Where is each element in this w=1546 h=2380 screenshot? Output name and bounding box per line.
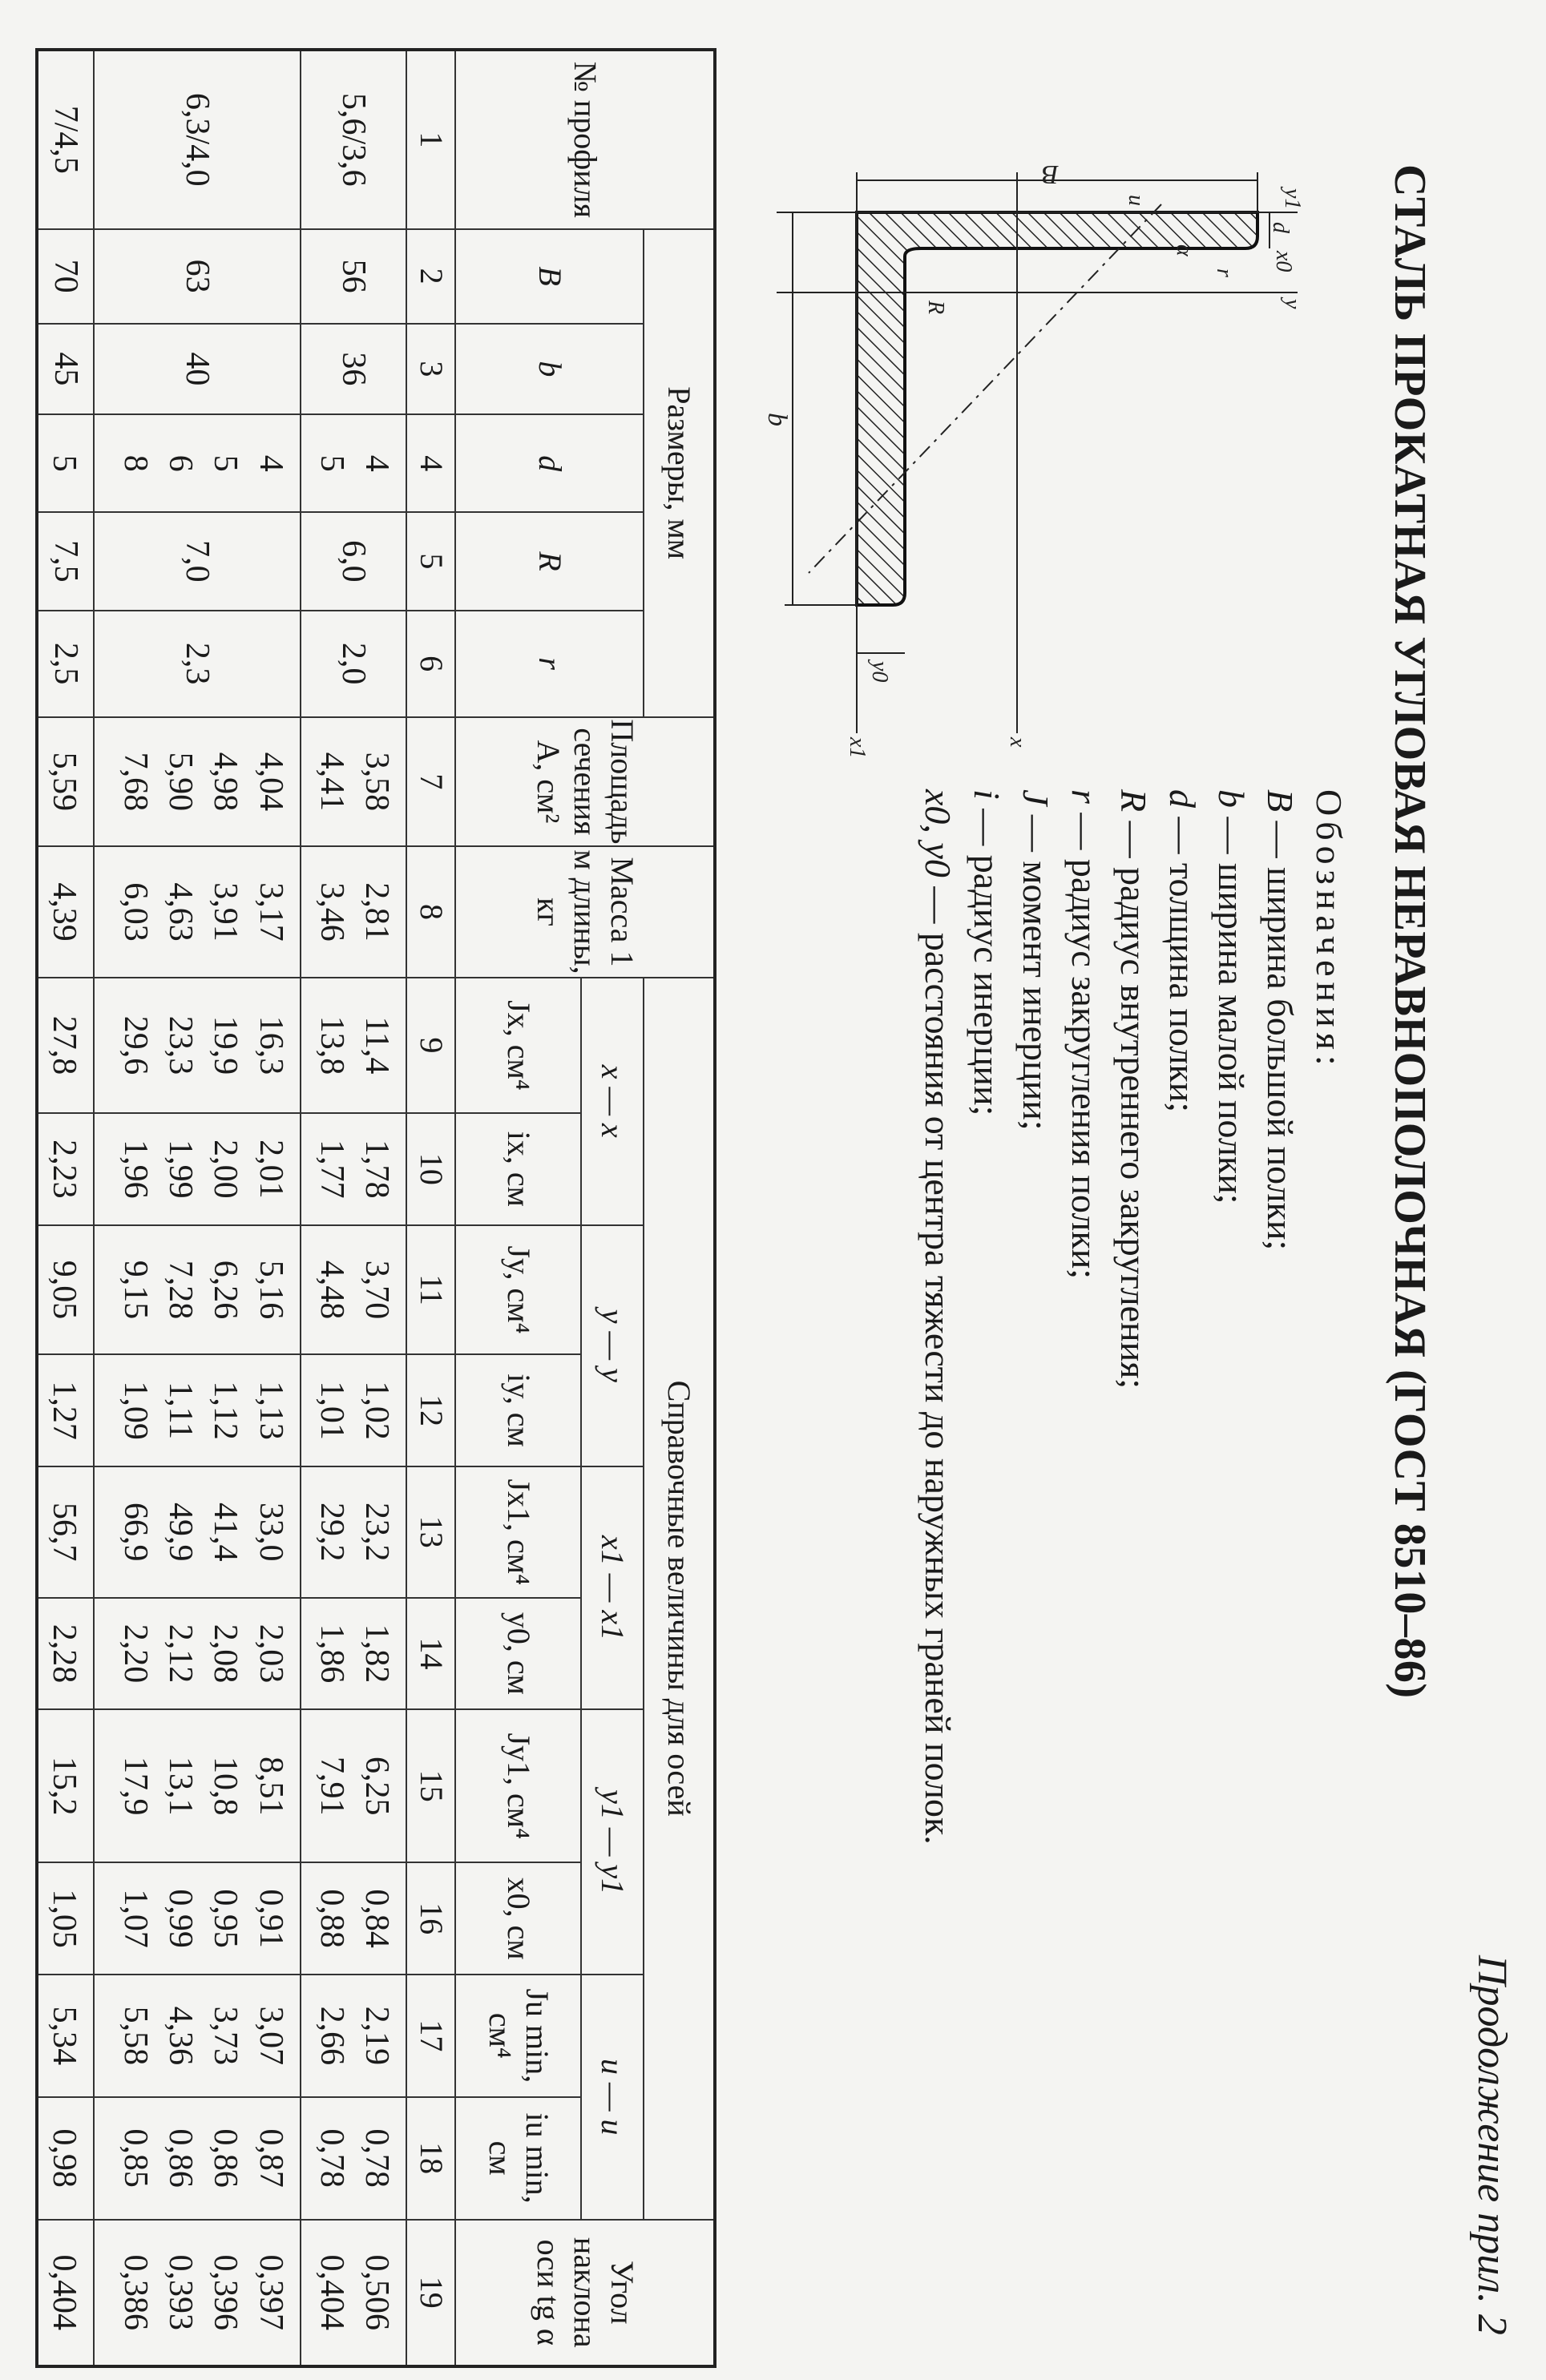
cell-ix [94, 1113, 301, 1225]
column-number: 13 [406, 1466, 455, 1598]
cell-value: 10,8 [207, 1757, 244, 1816]
cell-value: 4,63 [162, 882, 200, 942]
table-row [301, 50, 406, 2366]
cell-Jx [37, 978, 94, 1113]
diagram-label-x0: x0 [1271, 251, 1296, 272]
column-number: 17 [406, 1975, 455, 2097]
cell-Jy1 [37, 1709, 94, 1862]
cell-value: 4,48 [313, 1260, 350, 1320]
header-axis-yy: y — y [581, 1225, 644, 1466]
column-number: 5 [406, 512, 455, 610]
cell-profile: 5,6/3,6 [301, 50, 406, 229]
cell-value: 0,397 [252, 2254, 289, 2331]
header-B: B [455, 229, 643, 324]
cell-value: 0,85 [116, 2128, 154, 2188]
cell-value: 8,51 [252, 1757, 289, 1816]
diagram-label-y1: y1 [1280, 188, 1305, 210]
steel-properties-table [35, 48, 716, 2368]
cell-value: 2,23 [45, 1140, 83, 1199]
cell-value: 4 [252, 454, 289, 472]
cell-value: 0,88 [313, 1889, 350, 1948]
cell-Jx [94, 978, 301, 1113]
legend-item: B — ширина большой полки; [1260, 789, 1301, 1251]
cell-value: 17,9 [116, 1757, 154, 1816]
cell-value: 5 [207, 454, 244, 472]
cell-value: 2,00 [207, 1140, 244, 1199]
header-R: R [455, 512, 643, 610]
cell-x0 [37, 1862, 94, 1975]
cell-value: 2,08 [207, 1624, 244, 1684]
cell-value: 5 [313, 454, 350, 472]
diagram-label-y: y [1280, 299, 1305, 309]
cell-value: 27,8 [45, 1015, 83, 1075]
header-area: Площадь сечения A, см² [455, 717, 715, 847]
legend-item: R — радиус внутреннего закругления; [1113, 789, 1154, 1390]
column-number: 18 [406, 2097, 455, 2220]
cell-value: 9,05 [45, 1260, 83, 1320]
legend-item: i — радиус инерции; [967, 789, 1007, 1116]
column-number: 14 [406, 1598, 455, 1710]
header-iy: iy, см [455, 1354, 580, 1466]
cell-value: 1,27 [45, 1381, 83, 1440]
cell-value: 2,03 [252, 1624, 289, 1684]
cell-value: 5 [45, 454, 83, 472]
cell-value: 8 [116, 454, 154, 472]
legend-item: b — ширина малой полки; [1211, 789, 1252, 1204]
cell-value: 1,96 [116, 1140, 154, 1199]
cell-mass [94, 846, 301, 978]
cell-value: 5,59 [45, 752, 83, 812]
cell-d [301, 414, 406, 512]
header-axis-uu: u — u [581, 1975, 644, 2220]
table-row [94, 50, 301, 2366]
cell-value: 6,25 [358, 1757, 396, 1816]
cell-tga [37, 2220, 94, 2366]
column-number-row [406, 50, 455, 2366]
header-b: b [455, 324, 643, 415]
cell-value: 0,86 [207, 2128, 244, 2188]
cell-value: 3,58 [358, 752, 396, 812]
column-number: 19 [406, 2220, 455, 2366]
cell-value: 56,7 [45, 1503, 83, 1562]
cell-value: 3,73 [207, 2006, 244, 2066]
header-Jy1: Jy1, см⁴ [455, 1709, 580, 1862]
cell-Jy [94, 1225, 301, 1355]
diagram-label-b: b [762, 413, 792, 426]
cell-value: 3,91 [207, 882, 244, 942]
column-number: 7 [406, 717, 455, 847]
cell-mass [37, 846, 94, 978]
cell-value: 2,01 [252, 1140, 289, 1199]
header-d: d [455, 414, 643, 512]
cell-value: 0,78 [313, 2128, 350, 2188]
cell-R: 7,0 [94, 512, 301, 610]
cell-value: 13,8 [313, 1015, 350, 1075]
cell-value: 29,6 [116, 1015, 154, 1075]
cell-R: 6,0 [301, 512, 406, 610]
cell-value: 5,16 [252, 1260, 289, 1320]
cell-Jy1 [94, 1709, 301, 1862]
cell-value: 0,393 [162, 2254, 200, 2331]
cell-iumin [301, 2097, 406, 2220]
cell-value: 13,1 [162, 1757, 200, 1816]
header-reference: Справочные величины для осей [644, 978, 715, 2220]
header-mass: Масса 1 м длины, кг [455, 846, 715, 978]
cell-value: 1,99 [162, 1140, 200, 1199]
cell-R: 7,5 [37, 512, 94, 610]
legend-item: x0, y0 — расстояния от центра тяжести до наружных граней полок. [918, 789, 959, 1845]
column-number: 9 [406, 978, 455, 1113]
diagram-label-r: r [1212, 268, 1237, 277]
cell-value: 4,98 [207, 752, 244, 812]
cell-profile: 6,3/4,0 [94, 50, 301, 229]
diagram-label-u: u [1124, 195, 1148, 206]
diagram-label-B: B [1042, 159, 1059, 189]
cell-b: 36 [301, 324, 406, 415]
cell-value: 5,58 [116, 2006, 154, 2066]
cell-value: 2,81 [358, 882, 396, 942]
header-iumin: iu min, см [455, 2097, 580, 2220]
cell-iy [37, 1354, 94, 1466]
cell-B: 70 [37, 229, 94, 324]
header-Jx: Jx, см⁴ [455, 978, 580, 1113]
cell-Jy [301, 1225, 406, 1355]
cell-value: 0,404 [313, 2254, 350, 2331]
cell-iumin [37, 2097, 94, 2220]
cell-d [94, 414, 301, 512]
cell-b: 45 [37, 324, 94, 415]
cell-value: 2,28 [45, 1624, 83, 1684]
header-angle: Угол наклона оси tg α [455, 2220, 715, 2366]
cell-value: 1,12 [207, 1381, 244, 1440]
cell-y0 [37, 1598, 94, 1710]
cell-Jumin [37, 1975, 94, 2097]
cell-value: 19,9 [207, 1015, 244, 1075]
column-number: 10 [406, 1113, 455, 1225]
cell-B: 56 [301, 229, 406, 324]
cell-value: 23,3 [162, 1015, 200, 1075]
cell-x0 [94, 1862, 301, 1975]
cell-x0 [301, 1862, 406, 1975]
header-note: Продолжение прил. 2 [1469, 1955, 1515, 2335]
header-r: r [455, 611, 643, 717]
column-number: 12 [406, 1354, 455, 1466]
diagram-label-R: R [923, 301, 948, 315]
cell-value: 1,09 [116, 1381, 154, 1440]
column-number: 16 [406, 1862, 455, 1975]
header-profile: № профиля [455, 50, 715, 229]
cell-value: 0,404 [45, 2254, 83, 2331]
cell-mass [301, 846, 406, 978]
cell-r: 2,0 [301, 611, 406, 717]
header-y0: y0, см [455, 1598, 580, 1710]
cell-profile: 7/4,5 [37, 50, 94, 229]
header-axis-xx: x — x [581, 978, 644, 1225]
cell-value: 2,66 [313, 2006, 350, 2066]
column-number: 15 [406, 1709, 455, 1862]
cell-Jx1 [37, 1466, 94, 1598]
cell-value: 4,36 [162, 2006, 200, 2066]
cell-value: 0,506 [358, 2254, 396, 2331]
cell-Jy1 [301, 1709, 406, 1862]
cell-Jy [37, 1225, 94, 1355]
cell-value: 6,26 [207, 1260, 244, 1320]
legend-item: J — момент инерции; [1015, 789, 1056, 1131]
header-x0: x0, см [455, 1862, 580, 1975]
cell-value: 29,2 [313, 1503, 350, 1562]
cell-value: 4,41 [313, 752, 350, 812]
cell-value: 1,07 [116, 1889, 154, 1948]
cell-value: 0,95 [207, 1889, 244, 1948]
cell-value: 5,90 [162, 752, 200, 812]
cell-b: 40 [94, 324, 301, 415]
header-Jy: Jy, см⁴ [455, 1225, 580, 1355]
cell-Jx [301, 978, 406, 1113]
angle-profile-diagram [761, 156, 1306, 765]
cell-value: 7,28 [162, 1260, 200, 1320]
angle-section [857, 212, 1257, 605]
cell-value: 0,78 [358, 2128, 396, 2188]
cell-value: 41,4 [207, 1503, 244, 1562]
diagram-label-x: x [1005, 737, 1030, 748]
header-Jx1: Jx1, см⁴ [455, 1466, 580, 1598]
cell-value: 7,68 [116, 752, 154, 812]
cell-A [301, 717, 406, 847]
cell-value: 66,9 [116, 1503, 154, 1562]
header-axis-y1y1: y1 — y1 [581, 1709, 644, 1975]
cell-Jx1 [301, 1466, 406, 1598]
cell-iumin [94, 2097, 301, 2220]
cell-value: 3,17 [252, 882, 289, 942]
cell-value: 11,4 [358, 1016, 396, 1075]
cell-value: 3,70 [358, 1260, 396, 1320]
cell-value: 5,34 [45, 2006, 83, 2066]
cell-value: 2,19 [358, 2006, 396, 2066]
cell-r: 2,3 [94, 611, 301, 717]
cell-value: 49,9 [162, 1503, 200, 1562]
cell-value: 1,77 [313, 1140, 350, 1199]
column-number: 8 [406, 846, 455, 978]
cell-value: 4 [358, 454, 396, 472]
cell-value: 0,84 [358, 1889, 396, 1948]
cell-y0 [301, 1598, 406, 1710]
cell-value: 1,78 [358, 1140, 396, 1199]
cell-d [37, 414, 94, 512]
cell-value: 9,15 [116, 1260, 154, 1320]
header-ix: ix, см [455, 1113, 580, 1225]
cell-value: 0,99 [162, 1889, 200, 1948]
diagram-label-y0: y0 [867, 661, 892, 683]
cell-value: 0,396 [207, 2254, 244, 2331]
cell-value: 7,91 [313, 1757, 350, 1816]
table-row [37, 50, 94, 2366]
cell-value: 23,2 [358, 1503, 396, 1562]
cell-value: 15,2 [45, 1757, 83, 1816]
cell-r: 2,5 [37, 611, 94, 717]
column-number: 3 [406, 324, 455, 415]
cell-Jumin [94, 1975, 301, 2097]
diagram-label-x1: x1 [845, 737, 870, 759]
cell-tga [94, 2220, 301, 2366]
cell-y0 [94, 1598, 301, 1710]
cell-value: 0,86 [162, 2128, 200, 2188]
diagram-label-d: d [1268, 222, 1293, 233]
cell-value: 2,12 [162, 1624, 200, 1684]
cell-value: 0,87 [252, 2128, 289, 2188]
cell-value: 1,11 [162, 1382, 200, 1440]
cell-value: 4,04 [252, 752, 289, 812]
cell-value: 3,07 [252, 2006, 289, 2066]
column-number: 4 [406, 414, 455, 512]
cell-value: 1,01 [313, 1381, 350, 1440]
cell-value: 1,86 [313, 1624, 350, 1684]
column-number: 2 [406, 229, 455, 324]
cell-Jumin [301, 1975, 406, 2097]
legend-item: d — толщина полки; [1162, 789, 1203, 1113]
cell-value: 0,386 [116, 2254, 154, 2331]
header-axis-x1x1: x1 — x1 [581, 1466, 644, 1709]
cell-value: 1,13 [252, 1381, 289, 1440]
column-number: 1 [406, 50, 455, 229]
cell-value: 2,20 [116, 1624, 154, 1684]
legend [914, 789, 1354, 1845]
legend-item: r — радиус закругления полки; [1064, 789, 1105, 1280]
page-title: СТАЛЬ ПРОКАТНАЯ УГЛОВАЯ НЕРАВНОПОЛОЧНАЯ (ГОСТ 8510–86) [1385, 164, 1435, 1699]
column-number: 11 [406, 1225, 455, 1355]
cell-value: 1,05 [45, 1889, 83, 1948]
diagram-label-alpha: α [1172, 244, 1197, 256]
cell-B: 63 [94, 229, 301, 324]
cell-value: 4,39 [45, 882, 83, 942]
cell-value: 3,46 [313, 882, 350, 942]
cell-value: 33,0 [252, 1503, 289, 1562]
cell-value: 6,03 [116, 882, 154, 942]
cell-iy [94, 1354, 301, 1466]
cell-A [37, 717, 94, 847]
cell-ix [37, 1113, 94, 1225]
column-number: 6 [406, 611, 455, 717]
cell-value: 0,98 [45, 2128, 83, 2188]
cell-tga [301, 2220, 406, 2366]
cell-A [94, 717, 301, 847]
cell-value: 0,91 [252, 1889, 289, 1948]
header-Jumin: Ju min, см⁴ [455, 1975, 580, 2097]
cell-iy [301, 1354, 406, 1466]
cell-value: 6 [162, 454, 200, 472]
cell-ix [301, 1113, 406, 1225]
cell-value: 1,02 [358, 1381, 396, 1440]
cell-value: 1,82 [358, 1624, 396, 1684]
cell-value: 16,3 [252, 1015, 289, 1075]
legend-heading: Обозначения: [1309, 789, 1350, 1071]
header-dimensions: Размеры, мм [644, 229, 715, 717]
cell-Jx1 [94, 1466, 301, 1598]
